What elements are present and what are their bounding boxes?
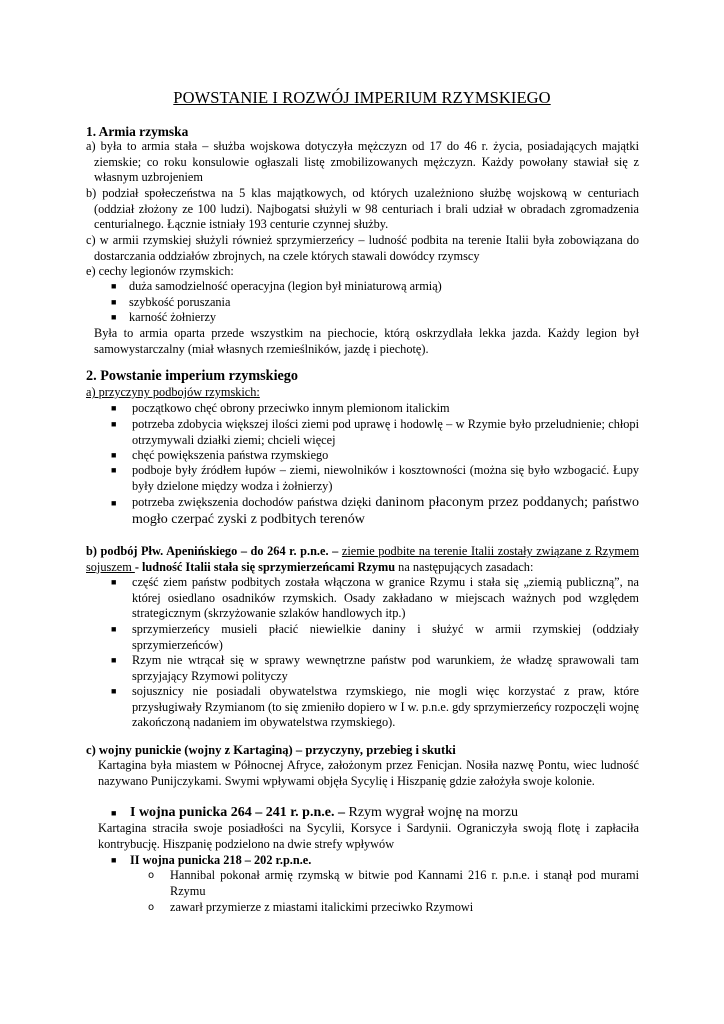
war-2-title: II wojna punicka 218 – 202 r.p.n.e. — [130, 853, 312, 867]
war-1-line — [130, 804, 518, 821]
bullet-marker: ■ — [111, 855, 117, 865]
section-2b-bold: - ludność Italii stała się sprzymierzeńcami Rzymu — [134, 559, 396, 574]
list-item: Rzym nie wtrącał się w sprawy wewnętrzne państw pod warunkiem, że władzę sprawowali tam sprzyjający Rzymowi polityczy — [132, 653, 639, 683]
paragraph-1-closing: Była to armia oparta przede wszystkim na piechocie, którą oskrzydlała lekka jazda. Każdy legion był samowystarczalny (miał własnych rzemieślników, jazdę i piechotę). — [94, 326, 639, 356]
list-item-text-large: daninom płaconym przez poddanych; państwo mogło czerpać zyski z podbitych terenów — [132, 495, 640, 527]
list-item: duża samodzielność operacyjna (legion był miniaturową armią) — [129, 279, 442, 293]
list-item: potrzeba zdobycia większej ilości ziemi pod uprawę i hodowlę – w Rzymie było przeludnienie; chłopi otrzymywali działki ziemi; chcieli więcej — [132, 417, 639, 447]
list-item-text-small: potrzeba zwiększenia dochodów państwa dzięki — [132, 495, 376, 509]
list-item: szybkość poruszania — [129, 295, 231, 309]
bullet-marker: ■ — [111, 498, 117, 508]
bullet-marker: ■ — [111, 686, 117, 696]
list-item: chęć powiększenia państwa rzymskiego — [132, 448, 329, 462]
section-2b-text-end: na następujących zasadach: — [395, 559, 534, 574]
section-2a-label: a) przyczyny podbojów rzymskich: — [86, 385, 260, 399]
page-title: POWSTANIE I ROZWÓJ IMPERIUM RZYMSKIEGO — [173, 88, 551, 107]
circle-bullet-icon: o — [148, 902, 155, 913]
bullet-marker: ■ — [111, 297, 117, 307]
bullet-marker: ■ — [111, 312, 117, 322]
sub-list-item: Hannibal pokonał armię rzymską w bitwie pod Kannami 216 r. p.n.e. i stanął pod murami Rzymu — [170, 868, 639, 898]
war-1-title: I wojna punicka 264 – 241 r. p.n.e. – — [130, 805, 345, 820]
bullet-marker: ■ — [111, 465, 117, 475]
list-item: początkowo chęć obrony przeciwko innym plemionom italickim — [132, 401, 450, 415]
bullet-marker: ■ — [111, 655, 117, 665]
list-item: podboje były źródłem łupów – ziemi, niewolników i kosztowności (można się było wzbogacić. Łupy były dzielone między wodza i żołnierzy) — [132, 463, 639, 493]
section-1-heading: 1. Armia rzymska — [86, 124, 189, 139]
section-2c-heading: c) wojny punickie (wojny z Kartaginą) – przyczyny, przebieg i skutki — [86, 743, 456, 757]
list-item: karność żołnierzy — [129, 310, 217, 324]
bullet-marker: ■ — [111, 281, 117, 291]
list-item: część ziem państw podbitych została włączona w granice Rzymu i stała się „ziemią publiczną”, na której osiedlano osadników rzymskich. Osady zakładano w miejscach ważnych pod względem strategicznym (skrzyżowanie szlaków handlowych itp.) — [132, 575, 639, 621]
bullet-marker: ■ — [111, 403, 117, 413]
paragraph-2c-intro: Kartagina była miastem w Północnej Afryce, założonym przez Fenicjan. Nosiła nazwę Pontu, wiec ludność nazywano Punijczykami. Swymi wpływami objęła Sycylię i Hiszpanię gdzie założyła swoje kolonie. — [98, 758, 639, 788]
paragraph-war-1: Kartagina straciła swoje posiadłości na Sycylii, Korsyce i Sardynii. Ograniczyła swoją flotę i zapłaciła kontrybucję. Hiszpanię podzielono na dwie strefy wpływów — [98, 821, 639, 851]
bullet-marker: ■ — [111, 450, 117, 460]
list-item: sojusznicy nie posiadali obywatelstwa rzymskiego, nie mogli więc korzystać z praw, które przysługiwały Rzymianom (to się zmieniło dopiero w I w. p.n.e. gdy sprzymierzeńcy rozpoczęli wojnę zakończoną nadaniem im obywatelstwa rzymskiego). — [132, 684, 639, 730]
bullet-marker: ■ — [111, 624, 117, 634]
paragraph-1e: e) cechy legionów rzymskich: — [86, 264, 234, 278]
bullet-marker: ■ — [111, 419, 117, 429]
section-2b-heading: b) podbój Płw. Apenińskiego – do 264 r. p.n.e. – — [86, 544, 342, 558]
bullet-marker: ■ — [111, 808, 117, 818]
paragraph-2b — [86, 544, 639, 575]
list-item-mixed — [132, 494, 639, 528]
section-2b-text: ziemie podbite na terenie Italii zostały związane z Rzymem sojuszem — [86, 544, 640, 574]
list-item: sprzymierzeńcy musieli płacić niewielkie daniny i służyć w armii rzymskiej (oddziały sprzymierzeńców) — [132, 622, 639, 652]
section-2-heading: 2. Powstanie imperium rzymskiego — [86, 368, 298, 384]
sub-list-item: zawarł przymierze z miastami italickimi przeciwko Rzymowi — [170, 900, 474, 914]
paragraph-1b: b) podział społeczeństwa na 5 klas majątkowych, od których uzależniono służbę wojskową w centuriach (oddział złożony ze 100 ludzi). Najbogatsi służyli w 98 centuriach i brali udział w obradach zgromadzenia centurialnego. Łącznie istniały 193 centurie czynnej służby. — [86, 186, 639, 232]
paragraph-1a: a) była to armia stała – służba wojskowa dotyczyła mężczyzn od 17 do 46 r. życia, posiadających majątki ziemskie; co roku konsulowie ogłaszali listę zmobilizowanych mężczyzn. Każdy powołany stawiał się z własnym uzbrojeniem — [86, 139, 639, 185]
circle-bullet-icon: o — [148, 870, 155, 881]
war-1-text: Rzym wygrał wojnę na morzu — [344, 805, 518, 820]
bullet-marker: ■ — [111, 577, 117, 587]
paragraph-1c: c) w armii rzymskiej służyli również sprzymierzeńcy – ludność podbita na terenie Italii była zobowiązana do dostarczania oddziałów zbrojnych, na czele których stawali dowódcy rzymscy — [86, 233, 639, 263]
